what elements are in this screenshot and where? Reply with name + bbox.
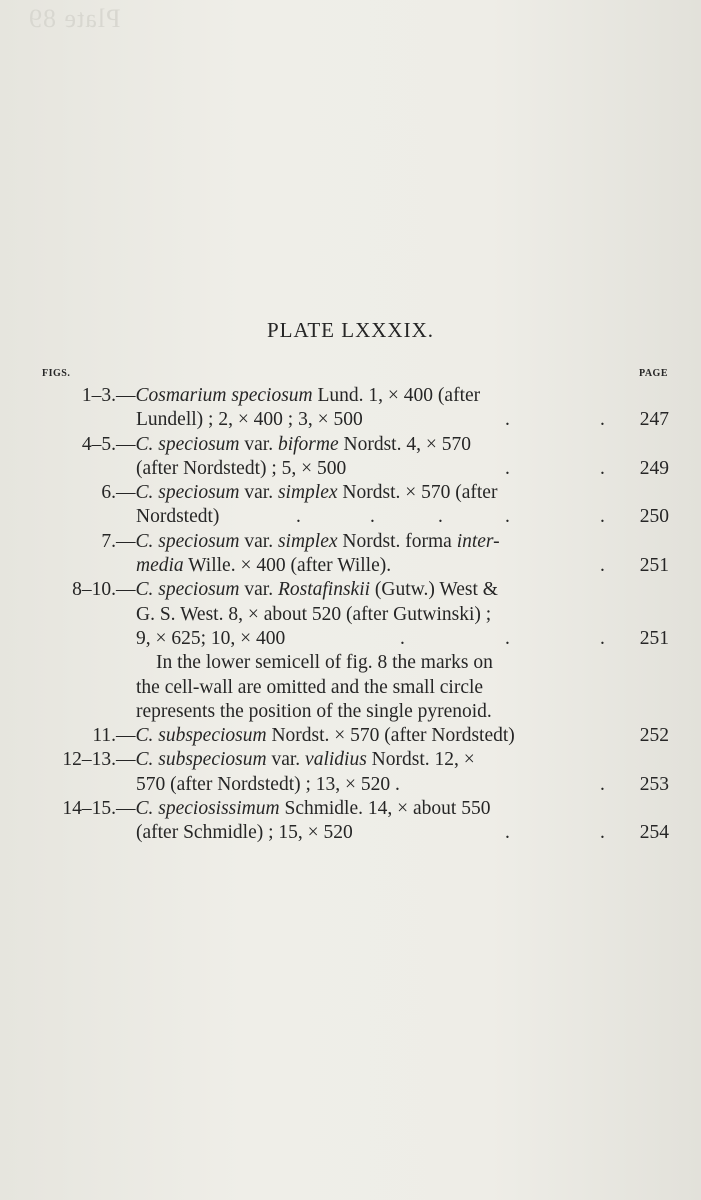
- plate-title: PLATE LXXXIX.: [267, 318, 434, 342]
- figure-number: 8–10.: [72, 579, 116, 601]
- entry-line: [0, 748, 701, 772]
- entry-line: 570 (after Nordstedt) ; 13, × 520 . . 253: [0, 773, 701, 797]
- entry-line: [0, 578, 701, 602]
- note-text: In the lower semicell of fig. 8 the marks on: [156, 652, 493, 674]
- entry-text: (after Nordstedt) ; 5, × 500: [136, 457, 347, 479]
- entry-text: —C. speciosum var. biforme Nordst. 4, × 570: [116, 433, 471, 455]
- page-number: 252: [639, 725, 669, 747]
- entry-line: 9, × 625; 10, × 400 . . . 251: [0, 627, 701, 651]
- page-number: 250: [639, 506, 669, 528]
- entry-text: (after Schmidle) ; 15, × 520: [136, 822, 353, 844]
- entry-line: [0, 724, 701, 748]
- note-line: [0, 700, 701, 724]
- entry-line: (after Schmidle) ; 15, × 520 . . 254: [0, 821, 701, 845]
- note-line: [0, 676, 701, 700]
- entry-line: [0, 797, 701, 821]
- entry-text: 570 (after Nordstedt) ; 13, × 520 .: [136, 773, 400, 795]
- bleed-through-text: Plate 89: [28, 4, 121, 33]
- entry-text: —C. subspeciosum Nordst. × 570 (after Nordstedt): [116, 725, 515, 747]
- entry-line: Lundell) ; 2, × 400 ; 3, × 500 . . 247: [0, 408, 701, 432]
- entry-text: —Cosmarium speciosum Lund. 1, × 400 (after: [116, 385, 481, 406]
- figs-column-header: FIGS.: [42, 368, 71, 379]
- entry-text: —C. speciosissimum Schmidle. 14, × about 550: [116, 798, 491, 820]
- entry-text: —C. speciosum var. Rostafinskii (Gutw.) West &: [116, 579, 498, 601]
- entry-line: [0, 530, 701, 554]
- entry-line: Nordstedt) . . . . . 250: [0, 505, 701, 529]
- page-number: 251: [639, 627, 669, 649]
- entry-line: [0, 433, 701, 457]
- entry-line: media Wille. × 400 (after Wille). . 251: [0, 554, 701, 578]
- entry-line: [0, 384, 701, 408]
- entry-line: (after Nordstedt) ; 5, × 500 . . 249: [0, 457, 701, 481]
- page-column-header: PAGE: [638, 368, 668, 379]
- figure-number: 1–3.: [81, 385, 116, 406]
- figure-number: 6.: [101, 482, 116, 504]
- entry-text: media Wille. × 400 (after Wille).: [136, 555, 392, 577]
- note-text: the cell-wall are omitted and the small circle: [136, 676, 484, 698]
- entry-text: Lundell) ; 2, × 400 ; 3, × 500: [136, 409, 363, 431]
- entry-text: —C. speciosum var. simplex Nordst. forma inter-: [116, 530, 500, 552]
- page-number: 254: [639, 822, 669, 844]
- figure-list: [0, 384, 701, 846]
- figure-number: 4–5.: [81, 433, 116, 455]
- figure-number: 7.: [101, 530, 116, 552]
- figure-number: 12–13.: [62, 749, 116, 771]
- figure-number: 14–15.: [62, 798, 116, 820]
- entry-text: —C. speciosum var. simplex Nordst. × 570 (after: [116, 482, 498, 504]
- page-number: 253: [639, 773, 669, 795]
- entry-line: [0, 603, 701, 627]
- entry-text: Nordstedt): [136, 506, 220, 528]
- entry-line: [0, 481, 701, 505]
- entry-text: 9, × 625; 10, × 400: [136, 627, 286, 649]
- page-number: 247: [639, 409, 669, 431]
- page-number: 249: [639, 457, 669, 479]
- entry-text: G. S. West. 8, × about 520 (after Gutwinski) ;: [136, 603, 492, 625]
- page-number: 251: [639, 555, 669, 577]
- entry-text: —C. subspeciosum var. validius Nordst. 12, ×: [116, 749, 475, 771]
- figure-number: 11.: [92, 725, 116, 747]
- note-text: represents the position of the single pyrenoid.: [136, 700, 492, 722]
- note-line: [0, 651, 701, 675]
